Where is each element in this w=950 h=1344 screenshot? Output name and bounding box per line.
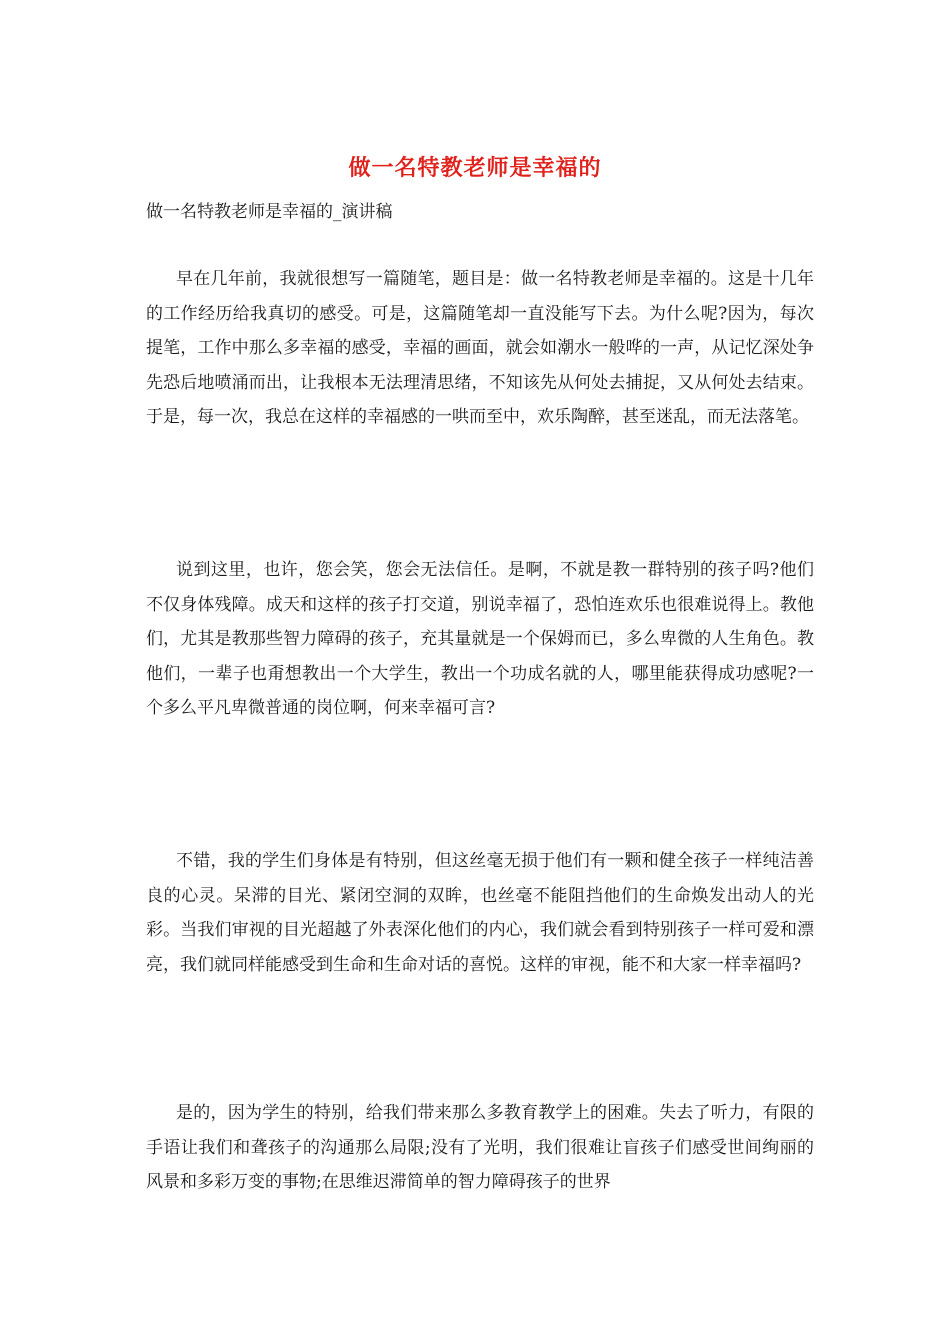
paragraph: 早在几年前，我就很想写一篇随笔，题目是：做一名特教老师是幸福的。这是十几年的工作经历给我真切的感受。可是，这篇随笔却一直没能写下去。为什么呢?因为，每次提笔，工作中那么多幸福的感受，幸福的画面，就会如潮水一般哗的一声，从记忆深处争先恐后地喷涌而出，让我根本无法理清思绪，不知该先从何处去捕捉，又从何处去结束。于是，每一次，我总在这样的幸福感的一哄而至中，欢乐陶醉，甚至迷乱，而无法落笔。 bbox=[146, 269, 814, 428]
document-title: 做一名特教老师是幸福的 bbox=[348, 155, 602, 181]
document-subtitle: 做一名特教老师是幸福的_演讲稿 bbox=[146, 202, 393, 222]
paragraph: 是的，因为学生的特别，给我们带来那么多教育教学上的困难。失去了听力，有限的手语让我们和聋孩子的沟通那么局限;没有了光明，我们很难让盲孩子们感受世间绚丽的风景和多彩万变的事物;在思维迟滞简单的智力障碍孩子的世界 bbox=[146, 1103, 814, 1193]
paragraph: 说到这里，也许，您会笑，您会无法信任。是啊，不就是教一群特别的孩子吗?他们不仅身体残障。成天和这样的孩子打交道，别说幸福了，恐怕连欢乐也很难说得上。教他们，尤其是教那些智力障碍的孩子，充其量就是一个保姆而已，多么卑微的人生角色。教他们，一辈子也甭想教出一个大学生，教出一个功成名就的人，哪里能获得成功感呢?一个多么平凡卑微普通的岗位啊，何来幸福可言? bbox=[146, 560, 814, 719]
paragraph: 不错，我的学生们身体是有特别，但这丝毫无损于他们有一颗和健全孩子一样纯洁善良的心灵。呆滞的目光、紧闭空洞的双眸，也丝毫不能阻挡他们的生命焕发出动人的光彩。当我们审视的目光超越了外表深化他们的内心，我们就会看到特别孩子一样可爱和漂亮，我们就同样能感受到生命和生命对话的喜悦。这样的审视，能不和大家一样幸福吗? bbox=[146, 851, 814, 975]
